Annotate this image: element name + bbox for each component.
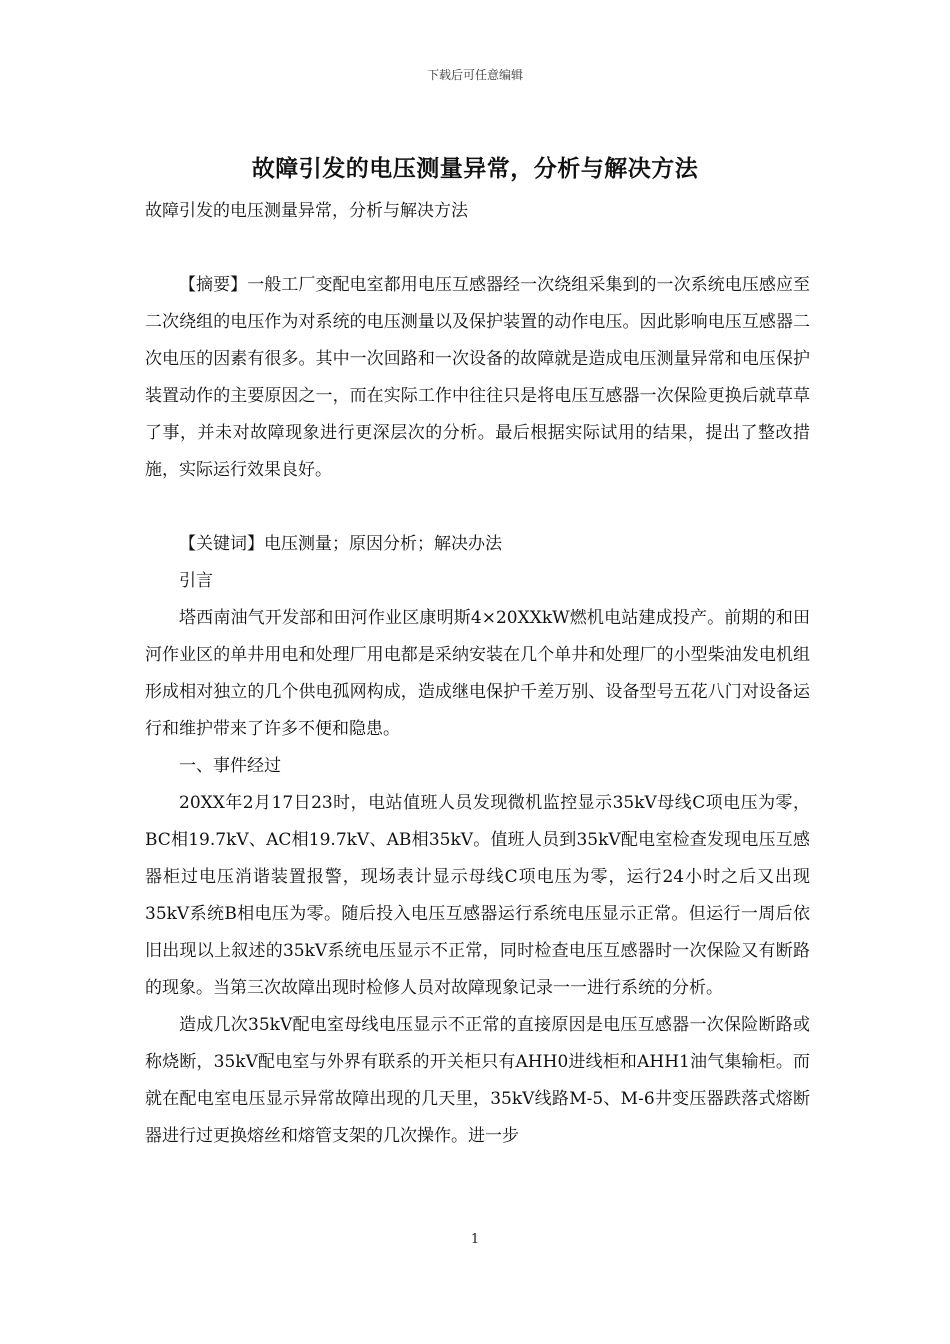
abstract-paragraph: 【摘要】一般工厂变配电室都用电压互感器经一次绕组采集到的一次系统电压感应至二次绕组的电压作为对系统的电压测量以及保护装置的动作电压。因此影响电压互感器二次电压的因素有很多。其中一次回路和一次设备的故障就是造成电压测量异常和电压保护装置动作的主要原因之一，而在实际工作中往往只是将电压互感器一次保险更换后就草草了事，并未对故障现象进行更深层次的分析。最后根据实际试用的结果，提出了整改措施，实际运行效果良好。 — [145, 275, 810, 480]
page-number: 1 — [470, 1232, 480, 1247]
intro-heading: 引言 — [179, 571, 213, 591]
document-body — [145, 193, 810, 1155]
section-heading: 一、事件经过 — [179, 756, 281, 776]
header-note: 下载后可任意编辑 — [426, 68, 523, 82]
spacer — [145, 230, 810, 267]
document-title: 故障引发的电压测量异常，分析与解决方法 — [251, 155, 699, 182]
section-paragraph: 造成几次35kV配电室母线电压显示不正常的直接原因是电压互感器一次保险断路或称烧断，35kV配电室与外界有联系的开关柜只有AHH0进线柜和AHH1油气集输柜。而就在配电室电压显示异常故障出现的几天里，35kV线路M-5、M-6井变压器跌落式熔断器进行过更换熔丝和熔管支架的几次操作。进一步 — [145, 1015, 810, 1146]
subtitle: 故障引发的电压测量异常，分析与解决方法 — [145, 201, 468, 221]
intro-paragraph: 塔西南油气开发部和田河作业区康明斯4×20XXkW燃机电站建成投产。前期的和田河作业区的单井用电和处理厂用电都是采纳安装在几个单井和处理厂的小型柴油发电机组形成相对独立的几个供电孤网构成，造成继电保护千差万别、设备型号五花八门对设备运行和维护带来了许多不便和隐患。 — [145, 608, 810, 739]
keywords-paragraph: 【关键词】电压测量；原因分析；解决办法 — [179, 534, 502, 554]
spacer — [145, 489, 810, 526]
section-paragraph: 20XX年2月17日23时，电站值班人员发现微机监控显示35kV母线C项电压为零，BC相19.7kV、AC相19.7kV、AB相35kV。值班人员到35kV配电室检查发现电压互感器柜过电压消谐装置报警，现场表计显示母线C项电压为零，运行24小时之后又出现35kV系统B相电压为零。随后投入电压互感器运行系统电压显示正常。但运行一周后依旧出现以上叙述的35kV系统电压显示不正常，同时检查电压互感器时一次保险又有断路的现象。当第三次故障出现时检修人员对故障现象记录一一进行系统的分析。 — [145, 793, 810, 998]
